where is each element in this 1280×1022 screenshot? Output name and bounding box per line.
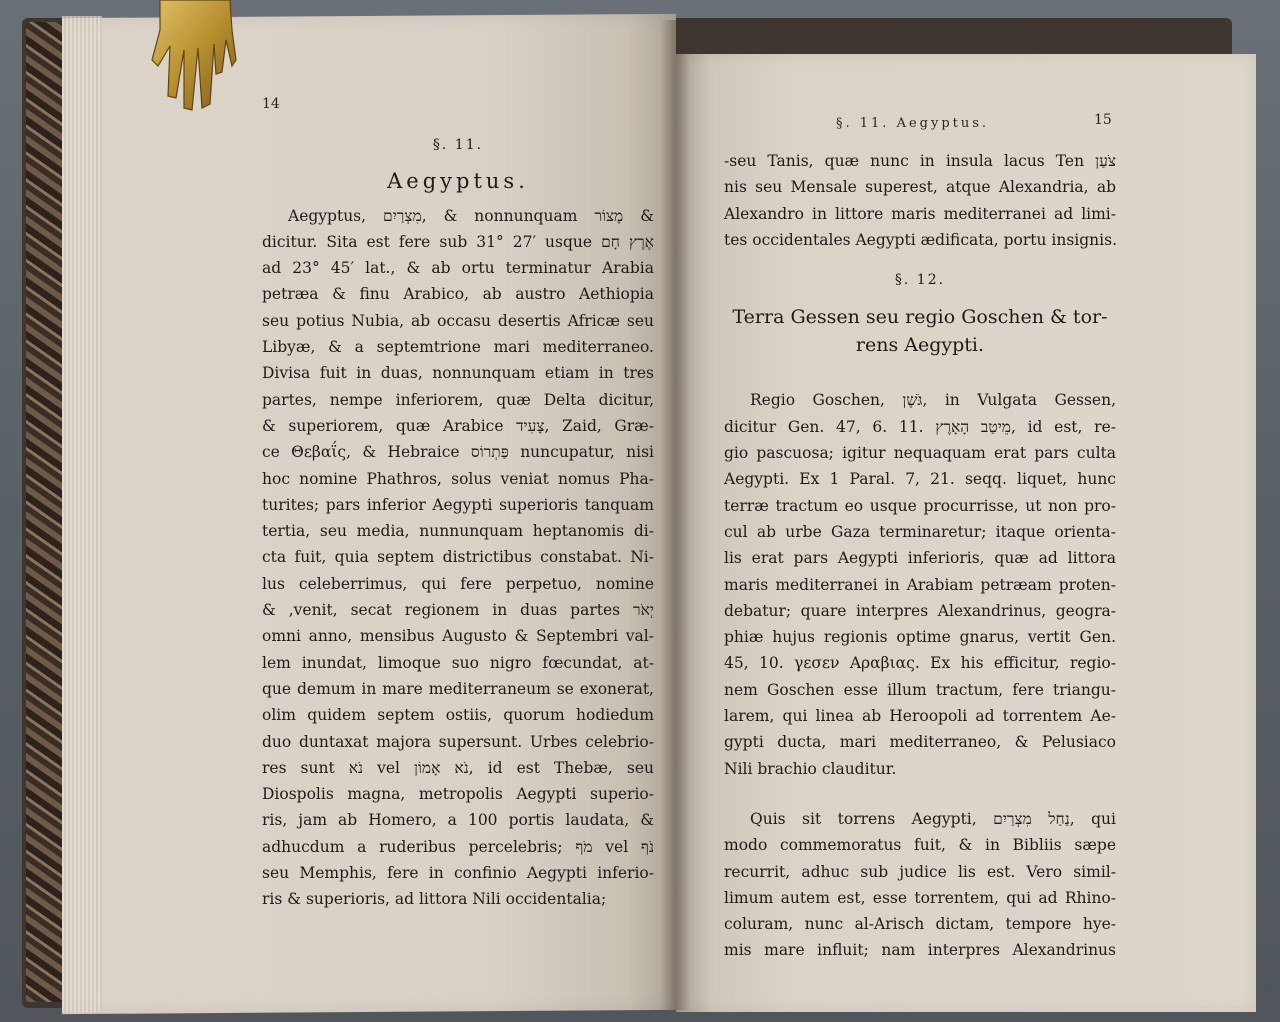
text-line: limum autem est, esse torrentem, qui ad Rhino- — [724, 888, 1116, 907]
text-line: Quis sit torrens Aegypti, נַחַל מִצְרַיִם, qui — [750, 809, 1116, 828]
section-heading-right: §. 12. — [894, 272, 946, 289]
text-line: partes, nempe inferiorem, quæ Delta dicitur, — [262, 390, 654, 409]
text-line: olim quidem septem ostiis, quorum hodiedum — [262, 706, 654, 725]
section-title-line2: rens Aegypti. — [855, 334, 985, 357]
text-line: nem Goschen esse illum tractum, fere triangu- — [724, 680, 1116, 699]
running-head: §. 11. Aegyptus. — [836, 116, 990, 131]
paragraph-1 — [724, 387, 1116, 781]
text-line: nis seu Mensale superest, atque Alexandria, ab — [724, 178, 1116, 197]
page-edges — [62, 16, 102, 1012]
text-line: recurrit, adhuc sub judice lis est. Vero simil- — [724, 862, 1116, 881]
text-line: tes occidentales Aegypti ædificata, portu insignis. — [724, 230, 1118, 249]
page-number-left: 14 — [262, 96, 280, 112]
text-line: ris, jam ab Homero, a 100 portis laudata, & — [262, 811, 654, 830]
text-line: duo duntaxat majora supersunt. Urbes celebrio- — [262, 732, 654, 751]
text-line: Aegyptus, מִצְרַיִם, & nonnunquam מָצוֹר & — [288, 206, 654, 225]
text-line: mis mare influit; nam interpres Alexandrinus — [724, 941, 1116, 960]
text-line: 45, 10. γεσεν Αραβιας. Ex his efficitur, regio- — [724, 654, 1116, 673]
text-line: lis erat pars Aegypti inferioris, quæ ad littora — [724, 549, 1116, 568]
page-number-right: 15 — [1094, 112, 1112, 128]
right-top-body — [724, 148, 1116, 253]
text-line: cta fuit, quia septem districtibus constabat. Ni- — [262, 548, 654, 567]
text-line: modo commemoratus fuit, & in Bibliis sæpe — [724, 836, 1116, 855]
book-gutter — [660, 20, 690, 1010]
text-line: dicitur Gen. 47, 6. 11. מֵיטַב הָאָרֶץ, id est, re- — [724, 417, 1116, 436]
section-title-line1: Terra Gessen seu regio Goschen & tor- — [732, 306, 1108, 329]
text-line: hoc nomine Phathros, solus veniat nomus Pha- — [262, 469, 654, 488]
hand-bookmark-icon — [140, 0, 244, 112]
text-line: debatur; quare interpres Alexandrinus, geogra- — [724, 601, 1116, 620]
right-page-text — [724, 148, 1116, 964]
paragraph-2 — [724, 806, 1116, 964]
text-line: tertia, seu media, nunnunquam heptanomis di- — [262, 522, 654, 541]
text-line: אֶרֶץ חָם dicitur. Sita est fere sub 31° 27′ usque — [262, 232, 654, 251]
text-line: ad 23° 45′ lat., & ab ortu terminatur Arabia — [262, 259, 654, 278]
text-line: ris & superioris, ad littora Nili occidentalia; — [262, 890, 607, 909]
text-line: צֹעַן seu Tanis, quæ nunc in insula lacus Ten- — [724, 152, 1116, 170]
chapter-title: Aegyptus. — [387, 169, 529, 194]
text-line: ce Θεβαΐς, & Hebraice פַּתְרוֹס nuncupatur, nisi — [262, 443, 654, 462]
text-line: terræ tractum eo usque procurrisse, ut non pro- — [724, 496, 1116, 515]
section-heading: §. 11. — [432, 137, 484, 153]
text-line: coluram, nunc al-Arisch dictam, tempore hye- — [724, 915, 1116, 934]
text-line: lus celeberrimus, qui fere perpetuo, nomine — [262, 574, 654, 593]
text-line: Libyæ, & a septemtrione mari mediterraneo. — [262, 338, 654, 357]
text-line: & superiorem, quæ Arabice צָעִיד, Zaid, Græ- — [262, 416, 654, 435]
text-line: Regio Goschen, גֹּשֶׁן, in Vulgata Gessen, — [750, 391, 1116, 410]
text-line: maris mediterranei in Arabiam petræam proten- — [724, 575, 1116, 594]
text-line: Nili brachio clauditur. — [724, 759, 897, 778]
text-line: adhucdum a ruderibus percelebris; מֹף vel נֹף — [262, 837, 654, 856]
text-line: Aegypti. Ex 1 Paral. 7, 21. seqq. liquet, hunc — [724, 470, 1116, 489]
text-line: petræa & finu Arabico, ab austro Aethiopia — [262, 285, 654, 304]
text-line: cul ab urbe Gaza terminaretur; itaque orienta- — [724, 522, 1116, 541]
text-line: phiæ hujus regionis optime gnarus, vertit Gen. — [724, 628, 1116, 647]
left-page-text — [262, 132, 654, 913]
text-line: יְאֹר venit, secat regionem in duas partes, & — [262, 601, 654, 620]
text-line: gypti ducta, mari mediterraneo, & Pelusiaco — [724, 733, 1116, 752]
text-line: Diospolis magna, metropolis Aegypti superio- — [262, 785, 654, 804]
text-line: que demum in mare mediterraneum se exonerat, — [262, 679, 654, 698]
text-line: seu potius Nubia, ab occasu desertis Africæ seu — [262, 311, 654, 330]
text-line: lem inundat, limoque suo nigro fœcundat, at- — [262, 653, 654, 672]
text-line: omni anno, mensibus Augusto & Septembri val- — [262, 627, 654, 646]
text-line: Alexandro in littore maris mediterranei ad limi- — [724, 204, 1116, 223]
text-line: res sunt נֹא vel נֹא אָמוֹן, id est Thebæ, seu — [262, 758, 654, 777]
text-line: Divisa fuit in duas, nonnunquam etiam in tres — [262, 364, 654, 383]
text-line: seu Memphis, fere in confinio Aegypti inferio- — [262, 864, 654, 883]
text-line: larem, qui linea ab Heroopoli ad torrentem Ae- — [724, 707, 1116, 726]
left-body — [262, 203, 654, 913]
text-line: gio pascuosa; igitur nequaquam erat pars culta — [724, 444, 1116, 463]
text-line: turites; pars inferior Aegypti superioris tanquam — [262, 495, 654, 514]
